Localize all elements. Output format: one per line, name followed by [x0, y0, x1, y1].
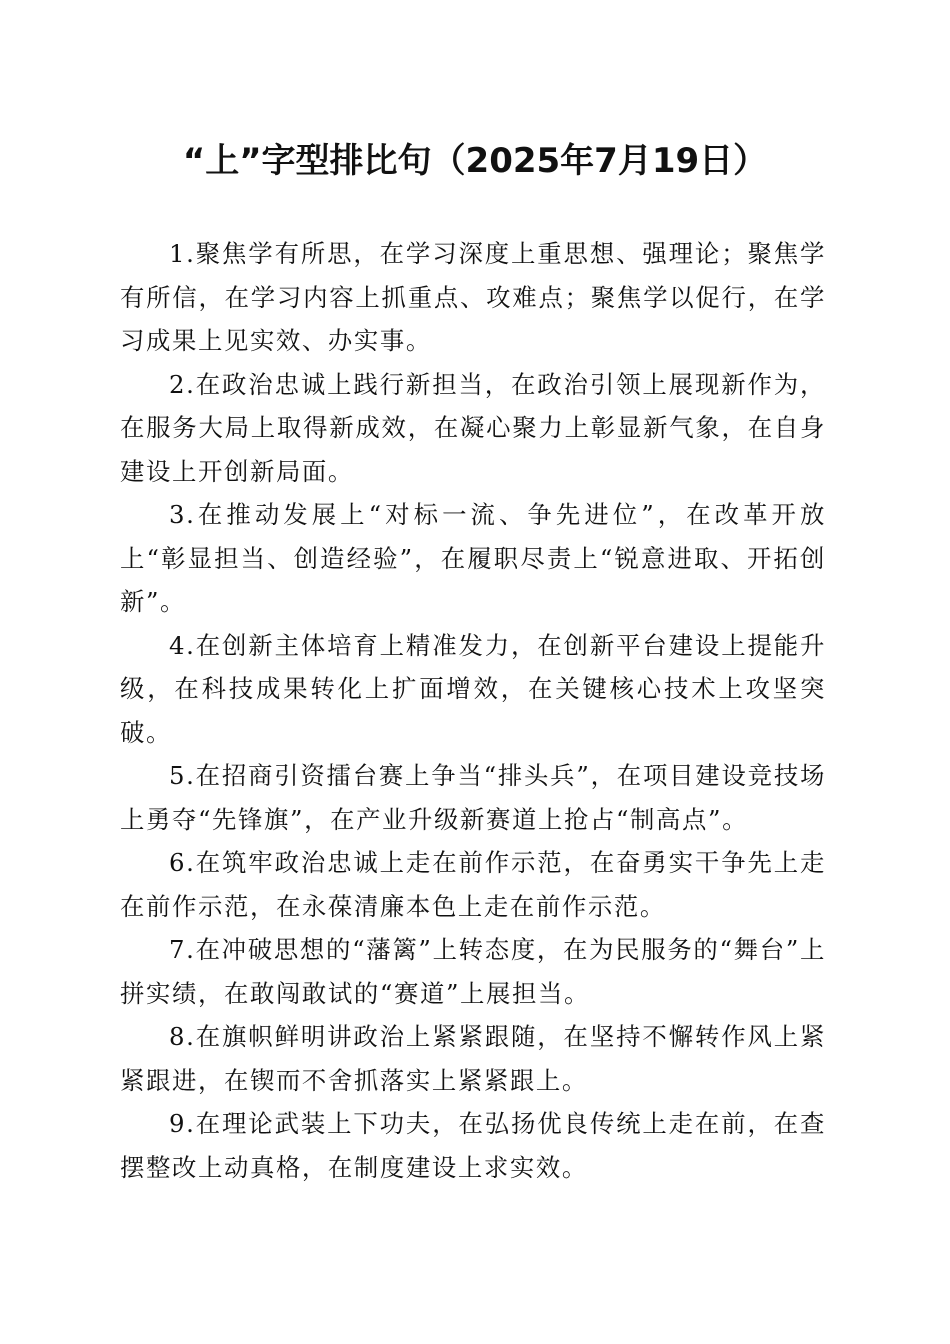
paragraph-2: 2.在政治忠诚上践行新担当，在政治引领上展现新作为，在服务大局上取得新成效，在凝心聚力上彰显新气象，在自身建设上开创新局面。 [120, 369, 826, 486]
paragraph-9: 9.在理论武装上下功夫，在弘扬优良传统上走在前，在查摆整改上动真格，在制度建设上求实效。 [120, 1109, 826, 1182]
paragraph-4: 4.在创新主体培育上精准发力，在创新平台建设上提能升级，在科技成果转化上扩面增效，在关键核心技术上攻坚突破。 [120, 630, 826, 747]
paragraph-1: 1.聚焦学有所思，在学习深度上重思想、强理论；聚焦学有所信，在学习内容上抓重点、攻难点；聚焦学以促行，在学习成果上见实效、办实事。 [120, 239, 826, 355]
paragraph-8: 8.在旗帜鲜明讲政治上紧紧跟随，在坚持不懈转作风上紧紧跟进，在锲而不舍抓落实上紧紧跟上。 [120, 1022, 826, 1095]
paragraph-7: 7.在冲破思想的“藩篱”上转态度，在为民服务的“舞台”上拼实绩，在敢闯敢试的“赛道”上展担当。 [120, 935, 826, 1008]
paragraph-6: 6.在筑牢政治忠诚上走在前作示范，在奋勇实干争先上走在前作示范，在永葆清廉本色上走在前作示范。 [120, 848, 826, 921]
paragraph-3: 3.在推动发展上“对标一流、争先进位”，在改革开放上“彰显担当、创造经验”，在履职尽责上“锐意进取、开拓创新”。 [120, 500, 826, 616]
document-body [120, 232, 826, 1189]
document-title: “上”字型排比句（2025年7月19日） [182, 141, 768, 181]
paragraph-5: 5.在招商引资擂台赛上争当“排头兵”，在项目建设竞技场上勇夺“先锋旗”，在产业升级新赛道上抢占“制高点”。 [120, 761, 826, 834]
